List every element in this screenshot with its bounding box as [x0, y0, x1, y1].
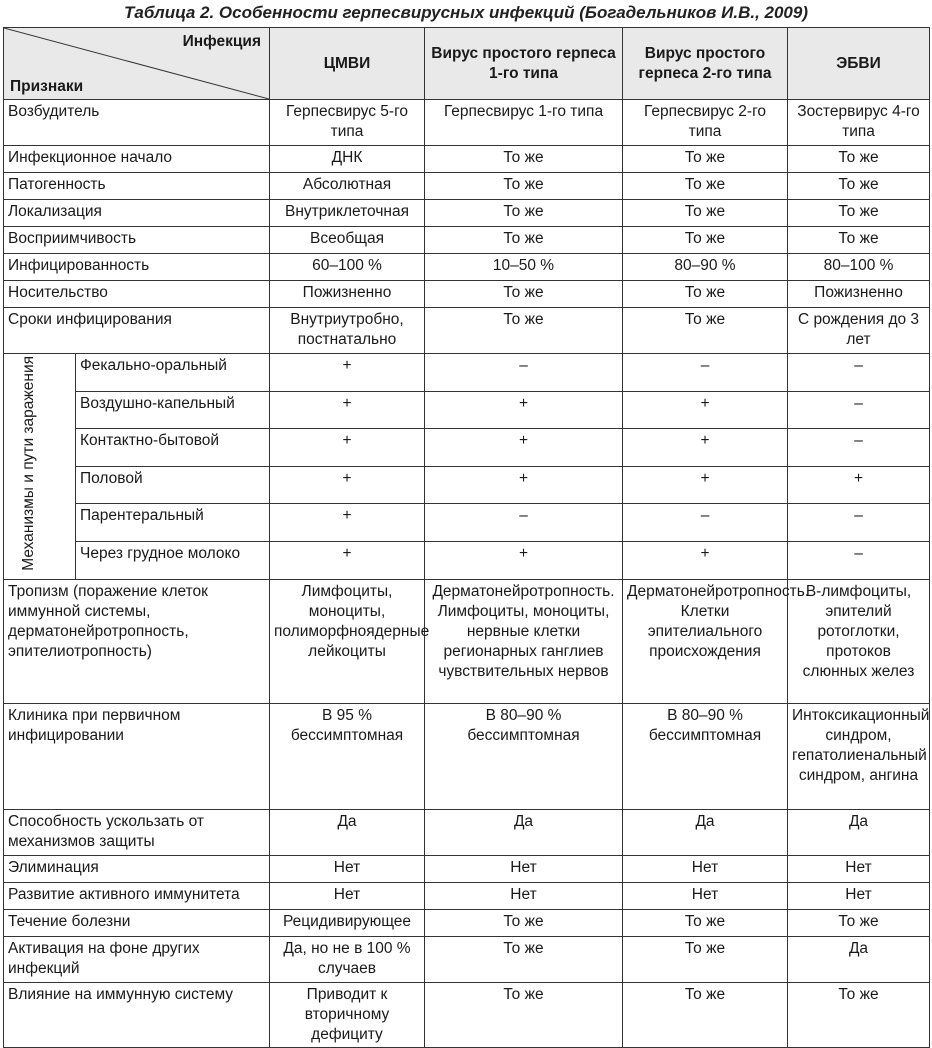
table-cell: То же [425, 308, 623, 354]
table-cell: То же [425, 982, 623, 1047]
row-label: Активация на фоне других инфекций [4, 936, 270, 982]
row-label: Влияние на иммунную систему [4, 982, 270, 1047]
table-cell: Внутриутробно, постнатально [270, 308, 425, 354]
table-cell: Интоксикационный синдром, гепатолиенальный синдром, ангина [788, 703, 930, 809]
table-row [4, 354, 930, 392]
row-label: Патогенность [4, 173, 270, 200]
table-cell: То же [623, 200, 788, 227]
table-cell: То же [788, 146, 930, 173]
mechanism-sign: + [788, 466, 930, 504]
col-header-hsv1: Вирус простого герпеса 1-го типа [425, 28, 623, 100]
table-row [4, 391, 930, 429]
mechanism-label: Через грудное молоко [76, 542, 270, 580]
table-cell: То же [425, 227, 623, 254]
table-row [4, 429, 930, 467]
table-row [4, 882, 930, 909]
table-cell: В 80–90 % бессимптомная [623, 703, 788, 809]
row-label: Возбудитель [4, 100, 270, 146]
table-row [4, 504, 930, 542]
table-cell: В 95 % бессимптомная [270, 703, 425, 809]
mechanism-sign: – [788, 391, 930, 429]
table-cell: То же [425, 936, 623, 982]
mechanism-label: Половой [76, 466, 270, 504]
table-cell: С рождения до 3 лет [788, 308, 930, 354]
table-cell: То же [788, 227, 930, 254]
table-cell: То же [788, 909, 930, 936]
row-label: Элиминация [4, 855, 270, 882]
table-row [4, 100, 930, 146]
mechanism-sign: + [425, 391, 623, 429]
mechanism-sign: – [788, 354, 930, 392]
mechanism-sign: + [425, 466, 623, 504]
table-cell: Внутриклеточная [270, 200, 425, 227]
table-cell: То же [425, 281, 623, 308]
table-cell: Рецидивирующее [270, 909, 425, 936]
table-cell: Нет [788, 855, 930, 882]
table-cell: Да [623, 809, 788, 855]
table-cell: Да, но не в 100 % случаев [270, 936, 425, 982]
mechanism-sign: + [270, 354, 425, 392]
table-cell: Нет [623, 882, 788, 909]
table-cell: Нет [425, 855, 623, 882]
table-cell: То же [623, 173, 788, 200]
table-row [4, 855, 930, 882]
table-cell: Герпесвирус 5-го типа [270, 100, 425, 146]
mechanism-label: Парентеральный [76, 504, 270, 542]
mechanism-sign: + [623, 429, 788, 467]
table-cell: То же [425, 200, 623, 227]
table-cell: То же [623, 227, 788, 254]
table-cell: Герпесвирус 1-го типа [425, 100, 623, 146]
table-cell: Да [788, 809, 930, 855]
table-cell: Дерматонейротропность. Лимфоциты, моноциты, нервные клетки регионарных ганглиев чувствительных нервов [425, 579, 623, 703]
table-cell: То же [788, 200, 930, 227]
row-label: Инфицированность [4, 254, 270, 281]
mechanism-sign: + [270, 466, 425, 504]
table-row [4, 254, 930, 281]
table-row [4, 173, 930, 200]
mechanism-sign: + [425, 429, 623, 467]
table-cell: Нет [270, 855, 425, 882]
table-cell: То же [623, 308, 788, 354]
table-row [4, 308, 930, 354]
mechanism-sign: – [425, 354, 623, 392]
row-label: Тропизм (поражение клеток иммунной системы, дерматонейротропность, эпителиотропность) [4, 579, 270, 703]
table-cell: Приводит к вторичному дефициту [270, 982, 425, 1047]
mechanisms-group-cell [4, 354, 76, 580]
table-cell: Всеобщая [270, 227, 425, 254]
table-row [4, 466, 930, 504]
mechanism-label: Воздушно-капельный [76, 391, 270, 429]
mechanism-sign: + [623, 542, 788, 580]
table-cell: То же [623, 982, 788, 1047]
table-cell: Зостервирус 4-го типа [788, 100, 930, 146]
table-row [4, 982, 930, 1047]
table-cell: То же [623, 936, 788, 982]
table-cell: 80–100 % [788, 254, 930, 281]
table-cell: То же [623, 909, 788, 936]
table-cell: То же [425, 146, 623, 173]
table-row [4, 579, 930, 703]
mechanism-sign: + [623, 466, 788, 504]
col-header-hsv2: Вирус простого герпеса 2-го типа [623, 28, 788, 100]
mechanism-sign: – [788, 504, 930, 542]
mechanism-sign: – [623, 504, 788, 542]
corner-label-signs: Признаки [10, 78, 84, 95]
table-cell: То же [623, 281, 788, 308]
col-header-cmvi: ЦМВИ [270, 28, 425, 100]
table-row [4, 146, 930, 173]
table-cell: То же [425, 909, 623, 936]
table-cell: В 80–90 % бессимптомная [425, 703, 623, 809]
table-cell: Пожизненно [270, 281, 425, 308]
mechanism-sign: – [788, 429, 930, 467]
table-cell: Герпесвирус 2-го типа [623, 100, 788, 146]
mechanism-label: Контактно-бытовой [76, 429, 270, 467]
table-cell: Дерматонейротропность. Клетки эпителиального происхождения [623, 579, 788, 703]
table-cell: Нет [623, 855, 788, 882]
row-label: Течение болезни [4, 909, 270, 936]
header-row [4, 28, 930, 100]
table-cell: То же [623, 146, 788, 173]
mechanism-sign: + [270, 429, 425, 467]
herpesvirus-table [3, 27, 930, 1048]
table-cell: Да [270, 809, 425, 855]
table-row [4, 809, 930, 855]
table-row [4, 936, 930, 982]
row-label: Развитие активного иммунитета [4, 882, 270, 909]
mechanism-sign: – [623, 354, 788, 392]
table-cell: Пожизненно [788, 281, 930, 308]
table-cell: 60–100 % [270, 254, 425, 281]
table-cell: То же [788, 982, 930, 1047]
row-label: Сроки инфицирования [4, 308, 270, 354]
table-row [4, 909, 930, 936]
row-label: Носительство [4, 281, 270, 308]
table-cell: Нет [788, 882, 930, 909]
table-cell: Да [788, 936, 930, 982]
table-cell: Да [425, 809, 623, 855]
table-cell: Абсолютная [270, 173, 425, 200]
mechanism-sign: + [425, 542, 623, 580]
mechanism-sign: – [425, 504, 623, 542]
mechanisms-group-label: Механизмы и пути заражения [19, 356, 37, 571]
row-label: Восприимчивость [4, 227, 270, 254]
table-title: Таблица 2. Особенности герпесвирусных инфекций (Богадельников И.В., 2009) [123, 3, 809, 22]
mechanism-label: Фекально-оральный [76, 354, 270, 392]
table-cell: Нет [270, 882, 425, 909]
table-row [4, 200, 930, 227]
table-row [4, 281, 930, 308]
corner-label-infection: Инфекция [182, 33, 261, 50]
table-cell: Лимфоциты, моноциты, полиморфноядерные лейкоциты [270, 579, 425, 703]
table-body [4, 100, 930, 1048]
row-label: Локализация [4, 200, 270, 227]
table-row [4, 227, 930, 254]
table-cell: В-лимфоциты, эпителий ротоглотки, протоков слюнных желез [788, 579, 930, 703]
table-row [4, 703, 930, 809]
row-label: Клиника при первичном инфицировании [4, 703, 270, 809]
table-cell: 80–90 % [623, 254, 788, 281]
mechanism-sign: + [623, 391, 788, 429]
mechanism-sign: + [270, 504, 425, 542]
table-cell: ДНК [270, 146, 425, 173]
table-cell: Нет [425, 882, 623, 909]
mechanism-sign: + [270, 391, 425, 429]
corner-header-cell [4, 28, 270, 100]
mechanism-sign: – [788, 542, 930, 580]
col-header-ebvi: ЭБВИ [788, 28, 930, 100]
row-label: Способность ускользать от механизмов защиты [4, 809, 270, 855]
row-label: Инфекционное начало [4, 146, 270, 173]
table-cell: То же [788, 173, 930, 200]
table-cell: То же [425, 173, 623, 200]
table-cell: 10–50 % [425, 254, 623, 281]
mechanism-sign: + [270, 542, 425, 580]
table-row [4, 542, 930, 580]
